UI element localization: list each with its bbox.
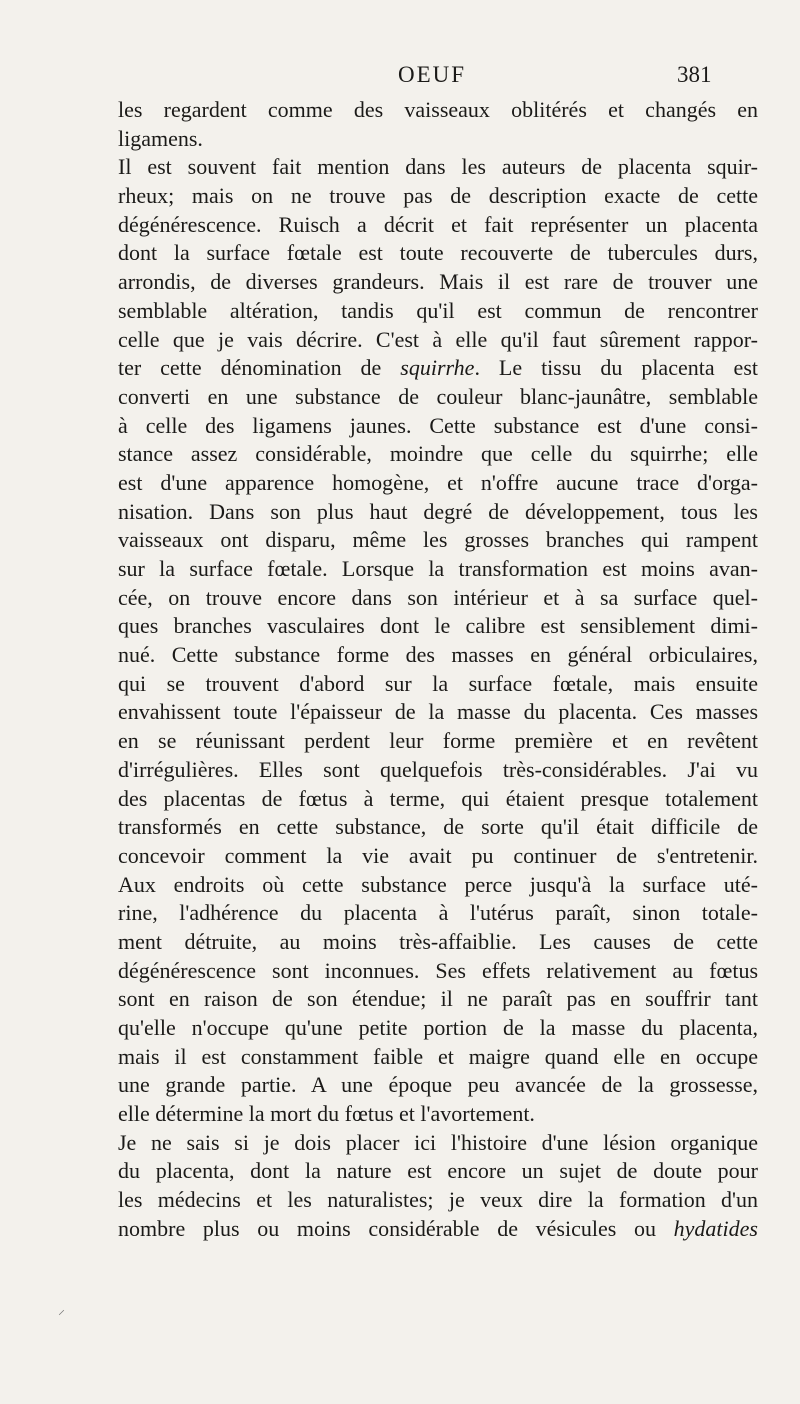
text-line: Il est souvent fait mention dans les auteurs de placenta squir- (118, 154, 758, 180)
scan-speck-mark: ⸝ (58, 1303, 65, 1318)
text-line: des placentas de fœtus à terme, qui étaient presque totalement (118, 785, 758, 811)
text-line: sont en raison de son étendue; il ne paraît pas en souffrir tant (118, 986, 758, 1012)
text-line: du placenta, dont la nature est encore un sujet de doute pour (118, 1158, 758, 1184)
text-line: rine, l'adhérence du placenta à l'utérus paraît, sinon totale- (118, 900, 758, 926)
text-line: les médecins et les naturalistes; je veux dire la formation d'un (118, 1187, 758, 1213)
text-line: sur la surface fœtale. Lorsque la transformation est moins avan- (118, 556, 758, 581)
text-line: qui se trouvent d'abord sur la surface fœtale, mais ensuite (118, 670, 758, 696)
text-line: elle détermine la mort du fœtus et l'avortement. (118, 1101, 535, 1127)
text-line-with-italic (118, 1215, 758, 1244)
page-header (0, 62, 800, 92)
text-line: envahissent toute l'épaisseur de la masse du placenta. Ces masses (118, 699, 758, 725)
text-line: en se réunissant perdent leur forme première et en revêtent (118, 728, 758, 754)
text-line: une grande partie. A une époque peu avancée de la grossesse, (118, 1072, 758, 1098)
text-line: les regardent comme des vaisseaux oblitérés et changés en (118, 97, 758, 122)
text-fragment: ter cette dénomination de (118, 355, 401, 381)
text-line: dont la surface fœtale est toute recouverte de tubercules durs, (118, 240, 758, 266)
text-line: nisation. Dans son plus haut degré de développement, tous les (118, 498, 758, 524)
text-line: nué. Cette substance forme des masses en général orbiculaires, (118, 642, 758, 668)
text-line: arrondis, de diverses grandeurs. Mais il est rare de trouver une (118, 269, 758, 295)
text-line-with-italic (118, 354, 758, 383)
text-line: ligamens. (118, 125, 203, 151)
text-line: stance assez considérable, moindre que celle du squirrhe; elle (118, 441, 758, 467)
text-fragment: . Le tissu du placenta est (474, 355, 758, 381)
text-line: concevoir comment la vie avait pu continuer de s'entretenir. (118, 842, 758, 868)
text-line: dégénérescence sont inconnues. Ses effets relativement au fœtus (118, 957, 758, 983)
text-line: transformés en cette substance, de sorte qu'il était difficile de (118, 814, 758, 840)
text-line: rheux; mais on ne trouve pas de description exacte de cette (118, 183, 758, 209)
text-line: Aux endroits où cette substance perce jusqu'à la surface uté- (118, 871, 758, 897)
text-line: converti en une substance de couleur blanc-jaunâtre, semblable (118, 383, 758, 409)
running-head: OEUF (398, 62, 467, 87)
text-line: vaisseaux ont disparu, même les grosses branches qui rampent (118, 527, 758, 553)
text-line: celle que je vais décrire. C'est à elle qu'il faut sûrement rappor- (118, 326, 758, 352)
text-line: dégénérescence. Ruisch a décrit et fait représenter un placenta (118, 211, 758, 237)
text-line: ques branches vasculaires dont le calibre est sensiblement dimi- (118, 613, 758, 639)
text-line: ment détruite, au moins très-affaiblie. Les causes de cette (118, 928, 758, 954)
italic-term: hydatides (673, 1215, 758, 1241)
text-line: qu'elle n'occupe qu'une petite portion de la masse du placenta, (118, 1015, 758, 1040)
text-line: Je ne sais si je dois placer ici l'histoire d'une lésion organique (118, 1129, 758, 1155)
text-line: mais il est constamment faible et maigre quand elle en occupe (118, 1043, 758, 1069)
text-line: d'irrégulières. Elles sont quelquefois très-considérables. J'ai vu (118, 756, 758, 782)
text-line: semblable altération, tandis qu'il est commun de rencontrer (118, 297, 758, 323)
text-line: à celle des ligamens jaunes. Cette substance est d'une consi- (118, 412, 758, 438)
italic-term: squirrhe (400, 355, 475, 381)
text-fragment: nombre plus ou moins considérable de vésicules ou (118, 1215, 674, 1241)
page-number: 381 (677, 62, 712, 87)
text-line: cée, on trouve encore dans son intérieur et à sa surface quel- (118, 584, 758, 610)
text-line: est d'une apparence homogène, et n'offre aucune trace d'orga- (118, 469, 758, 495)
body-text (118, 96, 758, 1244)
